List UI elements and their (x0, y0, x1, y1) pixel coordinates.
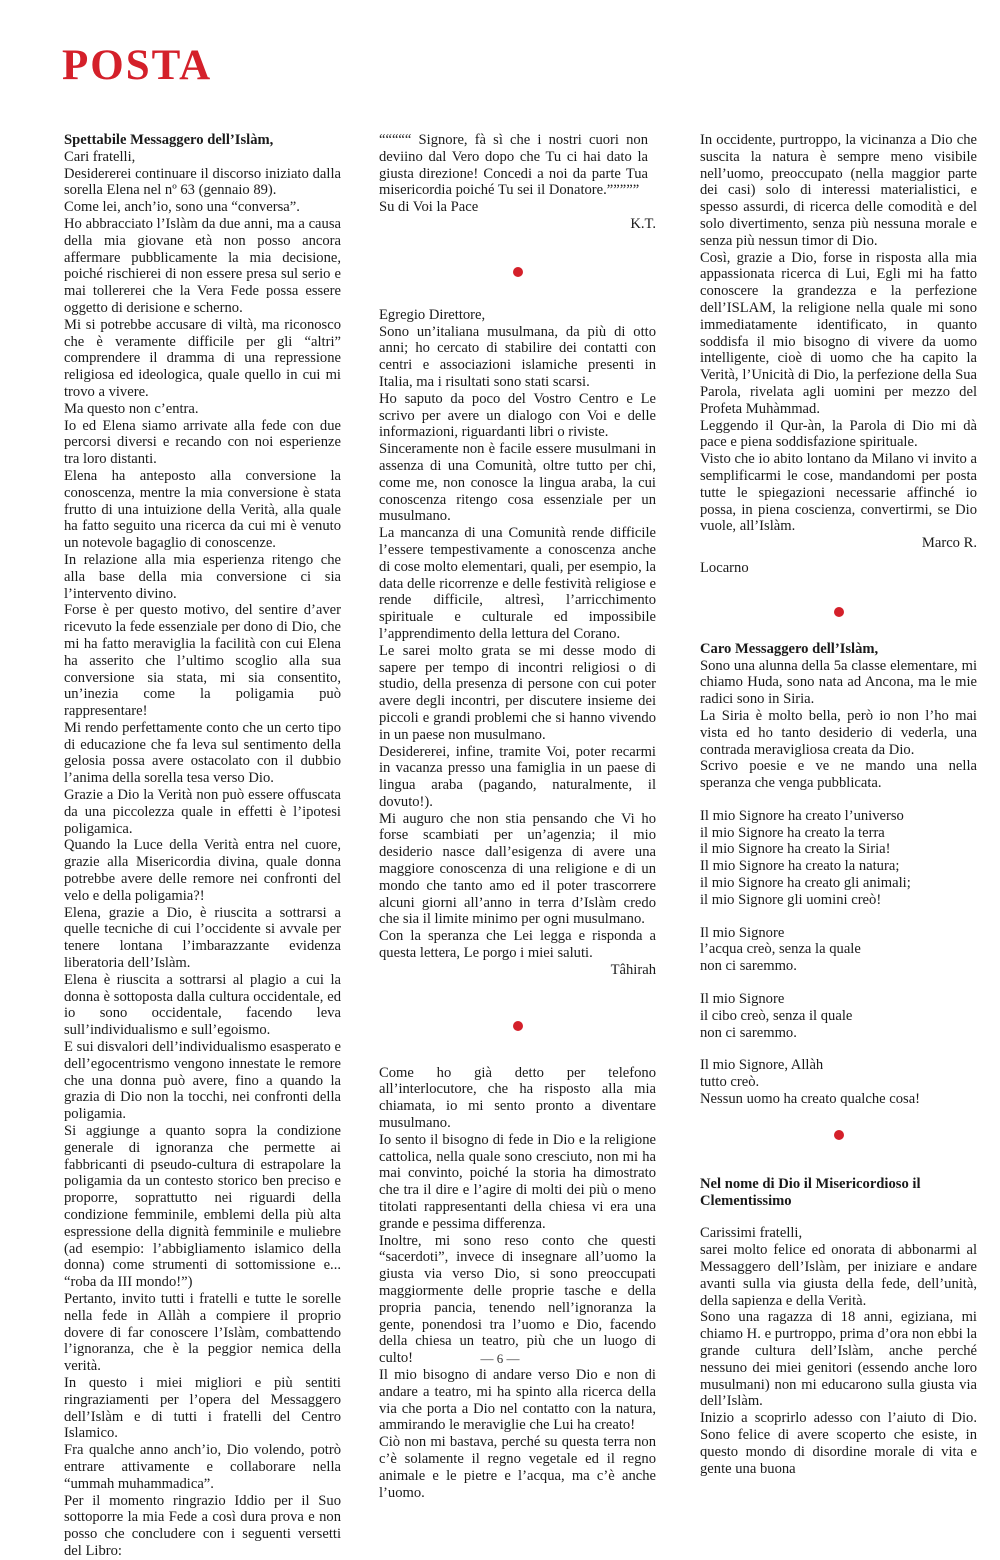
poem-stanza (700, 808, 977, 909)
signature: Marco R. (921, 535, 977, 552)
paragraph: Con la speranza che Lei legga e risponda a questa lettera, Le porgo i miei saluti. (379, 928, 656, 962)
separator-dot-icon (834, 1130, 844, 1140)
poem-stanza (700, 925, 977, 975)
paragraph: Ma questo non c’entra. (64, 400, 199, 417)
page-title: POSTA (62, 42, 213, 89)
paragraph: E sui disvalori dell’individualismo esasperato e dell’egocentrismo vengono innestate le remore che una donna può avere, fino a quando la grazia di Dio non la tocchi, nei confronti della poligamia. (64, 1039, 341, 1123)
letter-heading: Nel nome di Dio il Misericordioso il Clementissimo (700, 1175, 921, 1209)
poem-stanza (700, 991, 977, 1041)
paragraph: In questo i miei migliori e più sentiti ringraziamenti per l’opera del Messaggero dell’Islàm e di tutti i fratelli del Centro Islamico. (64, 1374, 341, 1442)
paragraph: Il mio bisogno di andare verso Dio e non di andare a teatro, mi ha spinto alla ricerca della via che porta a Dio nel contatto con la natura, ammirando le meraviglie che Lui ha creato! (379, 1367, 656, 1434)
poem-line: il mio Signore gli uomini creò! (700, 891, 882, 908)
poem-line: Il mio Signore ha creato la natura; (700, 858, 900, 875)
poem-line: non ci saremmo. (700, 1024, 797, 1041)
column-2 (379, 132, 656, 1501)
paragraph: sarei molto felice ed onorata di abbonarmi al Messaggero dell’Islàm, per iniziare e andare avanti sulla via giusta della fede, dell’unità, della sapienza e della Verità. (700, 1242, 977, 1309)
separator-dot-icon (513, 1021, 523, 1031)
poem-line: il mio Signore ha creato gli animali; (700, 875, 911, 892)
column-1 (64, 132, 341, 1560)
poem-line: Il mio Signore ha creato l’universo (700, 807, 904, 824)
salutation: Egregio Direttore, (379, 306, 486, 323)
paragraph: Come ho già detto per telefono all’interlocutore, che ha risposto alla mia chiamata, io mi sento pronto a diventare musulmano. (379, 1064, 656, 1132)
paragraph: In relazione alla mia esperienza ritengo che alla base della mia conversione ci sia l’intervento divino. (64, 551, 341, 602)
paragraph: Mi rendo perfettamente conto che un certo tipo di educazione che fa leva sul sentimento della gelosia possa avere ostacolato con il dubbio l’anima della sorella tesa verso Dio. (64, 719, 341, 787)
paragraph: Leggendo il Qur-àn, la Parola di Dio mi dà pace e piena soddisfazione spirituale. (700, 417, 977, 451)
poem-line: tutto creò. (700, 1074, 760, 1091)
paragraph: Forse è per questo motivo, del sentire d’aver ricevuto la fede essenziale per dono di Dio, che mi ha fatto meraviglia la facilità con cui Elena ha asserito che l’ultimo scoglio alla sua conversione sia stata, mi sia consentito, un’inezia come la poligamia può rappresentare! (64, 602, 341, 720)
paragraph: Pertanto, invito tutti i fratelli e tutte le sorelle nella fede in Allàh a compiere il proprio dovere di far conoscere l’Islàm, combattendo l’ignoranza, che è la peggior nemica della verità. (64, 1290, 341, 1375)
paragraph: Ho abbracciato l’Islàm da due anni, ma a causa della mia giovane età non posso ancora affermare pubblicamente la mia decisione, poiché rischierei di non essere presa sul serio e mai tollererei che la Vera Fede possa essere oggetto di derisione e scherno. (64, 215, 341, 316)
paragraph: Sono un’italiana musulmana, da più di otto anni; ho cercato di stabilire dei contatti con centri e associazioni islamiche presenti in Italia, ma i risultati sono stati scarsi. (379, 323, 656, 390)
paragraph: Come lei, anch’io, sono una “conversa”. (64, 199, 300, 216)
paragraph: Elena, grazie a Dio, è riuscita a sottrarsi a quelle tecniche di cui l’occidente si avvale per tenere lontana l’imbarazzante evidenza liberatoria dell’Islàm. (64, 904, 341, 972)
poem-line: il mio Signore ha creato la Siria! (700, 841, 891, 858)
poem-line: il mio Signore ha creato la terra (700, 824, 885, 841)
paragraph: Ciò non mi bastava, perché su questa terra non c’è solamente il regno vegetale ed il regno animale e le pietre e l’acqua, ma c’è anche l’uomo. (379, 1434, 656, 1501)
salutation: Carissimi fratelli, (700, 1225, 803, 1242)
paragraph: Sinceramente non è facile essere musulmani in assenza di una Comunità, oltre tutto per chi, come me, non conosce la lingua araba, la cui conoscenza ritengo cosa essenziale per un musulmano. (379, 441, 656, 525)
paragraph: Le sarei molto grata se mi desse modo di sapere per tempo di incontri religiosi o di studio, della presenza di persone con cui poter avere degli incontri, per discutere insieme dei piccoli e grandi problemi che si hanno vivendo in un paese non musulmano. (379, 642, 656, 743)
paragraph: Ho saputo da poco del Vostro Centro e Le scrivo per avere un dialogo con Voi e delle informazioni, riguardanti libri o riviste. (379, 390, 656, 441)
paragraph: La mancanza di una Comunità rende difficile l’essere tempestivamente a conoscenza anche di cose molto elementari, quali, per esempio, la data delle ricorrenze e delle festività religiose e rende difficile, altresì, l’arricchimento spirituale e culturale ed impossibile l’apprendimento della lettura del Corano. (379, 525, 656, 642)
paragraph: Sono una ragazza di 18 anni, egiziana, mi chiamo H. e purtroppo, prima d’ora non ebbi la grande cultura dell’Islàm, anche perché nessuno dei miei genitori (essendo anche loro musulmani) non mi educarono sulla giusta via dell’Islàm. (700, 1309, 977, 1410)
paragraph: Desidererei, infine, tramite Voi, poter recarmi in vacanza presso una famiglia in un paese di lingua araba (pagando, naturalmente, il dovuto!). (379, 743, 656, 810)
closing-greeting: Su di Voi la Pace (379, 199, 479, 216)
signature: Tâhirah (610, 961, 656, 978)
paragraph: Si aggiunge a quanto sopra la condizione generale di ignoranza che permette ai fabbricanti di pseudo-cultura di estrapolare la poligamia da un contesto storico ben preciso e proporre, soprattutto nei riguardi della condizione femminile, emblemi della più alta espressione della dignità femminile e muliebre (ad esempio: l’abbigliamento islamico della donna) come strumenti di sottomissione e... “roba da III mondo!”) (64, 1123, 341, 1291)
poem-line: l’acqua creò, senza la quale (700, 941, 861, 958)
page-number: — 6 — (480, 1351, 520, 1366)
paragraph: Io ed Elena siamo arrivate alla fede con due percorsi diversi e recando con noi esperienze tra loro distanti. (64, 417, 341, 468)
letter-heading: Caro Messaggero dell’Islàm, (700, 640, 879, 657)
paragraph: Grazie a Dio la Verità non può essere offuscata da una piccolezza quale in effetti è l’ipotesi poligamica. (64, 787, 341, 837)
paragraph: Fra qualche anno anch’io, Dio volendo, potrò entrare attivamente e collaborare nella “ummah muhammadica”. (64, 1442, 341, 1492)
paragraph: Così, grazie a Dio, forse in risposta alla mia appassionata ricerca di Lui, Egli mi ha fatto conoscere la grandezza e la perfezione dell’ISLAM, la religione nella quale mi sono immediatamente identificato, in quanto soddisfa il mio bisogno di vivere da uomo intelligente, cioè di uomo che ha capito la Verità, l’Unicità di Dio, la perfezione della Sua Parola, rivelata agli uomini per mezzo del Profeta Muhàmmad. (700, 249, 977, 417)
separator-dot-icon (834, 607, 844, 617)
paragraph: Inizio a scoprirlo adesso con l’aiuto di Dio. Sono felice di avere scoperto che esiste, in questo mondo di disordine morale di vita e gente una buona (700, 1410, 977, 1477)
paragraph: Inoltre, mi sono reso conto che questi “sacerdoti”, invece di insegnare all’uomo la giusta via verso Dio, si sono preoccupati maggiormente delle proprie tasche e della propria pancia, tenendo nell’ignoranza la gente, ponendosi tra l’uomo e Dio, facendo della chiesa un teatro, più che un luogo di culto! (379, 1232, 656, 1367)
poem-line: Nessun uomo ha creato qualche cosa! (700, 1091, 921, 1108)
quran-verse: “““““ Signore, fà sì che i nostri cuori non deviino dal Vero dopo che Tu ci hai dato la giusta direzione! Concedi a noi da parte Tua misericordia poiché Tu sei il Donatore.””””” (379, 132, 648, 199)
paragraph: Mi si potrebbe accusare di viltà, ma riconosco che è veramente difficile per gli “altri” comprendere il dramma di una repressione religiosa ed ideologica, quale quello in cui mi trovo a vivere. (64, 316, 341, 400)
poem-line: Il mio Signore (700, 924, 785, 941)
paragraph: Desidererei continuare il discorso iniziato dalla sorella Elena nel nº 63 (gennaio 89). (64, 165, 341, 199)
paragraph: Io sento il bisogno di fede in Dio e la religione cattolica, nella quale sono cresciuto, non mi ha mai convinto, poiché la storia ha dimostrato che tra il dire e l’agire di molti dei più o meno titolati rappresentanti della chiesa vi era una grande e pessima differenza. (379, 1131, 656, 1232)
column-3 (700, 132, 977, 1477)
salutation: Cari fratelli, (64, 148, 136, 165)
poem-stanza (700, 1057, 977, 1107)
paragraph: Quando la Luce della Verità entra nel cuore, grazie alla Misericordia divina, quale donna potrebbe avere delle remore nei confronti del velo e della poligamia?! (64, 837, 341, 904)
paragraph: Elena ha anteposto alla conversione la conoscenza, mentre la mia conversione è stata frutto di una intuizione della Verità, alla quale ha fatto seguito una ricerca da cui mi è venuto un notevole bagaglio di conoscenze. (64, 467, 341, 552)
letter-heading: Spettabile Messaggero dell’Islàm, (64, 132, 274, 148)
paragraph: Mi auguro che non stia pensando che Vi ho forse scambiati per un’agenzia; il mio desiderio nasce dall’esigenza di avere una maggiore conoscenza di una religione e di un mondo che tanto amo ed il poter trascorrere alcuni giorni all’anno in terra d’Islàm credo che sia il limite minimo per ogni musulmano. (379, 810, 656, 928)
paragraph: Elena è riuscita a sottrarsi al plagio a cui la donna è sottoposta dalla cultura occidentale, ed io sono occidentale, facendo leva sull’individualismo e sull’egoismo. (64, 971, 341, 1039)
separator-dot-icon (513, 267, 523, 277)
paragraph: Scrivo poesie e ve ne mando una nella speranza che venga pubblicata. (700, 758, 977, 792)
poem-line: Il mio Signore, Allàh (700, 1057, 824, 1074)
paragraph: Sono una alunna della 5a classe elementare, mi chiamo Huda, sono nata ad Ancona, ma le mie radici sono in Siria. (700, 657, 977, 708)
signature: K.T. (630, 215, 656, 232)
place-name: Locarno (700, 559, 749, 576)
paragraph: La Siria è molto bella, però io non l’ho mai vista ed ho tanto desiderio di vederla, una contrada meravigliosa creata da Dio. (700, 707, 977, 758)
poem-line: il cibo creò, senza il quale (700, 1007, 853, 1024)
poem-line: Il mio Signore (700, 991, 785, 1008)
paragraph: Visto che io abito lontano da Milano vi invito a semplificarmi le cose, mandandomi per posta tutte le spiegazioni necessarie affinché io possa, in piena coscienza, convertirmi, se Dio vuole, all’Islàm. (700, 451, 977, 535)
paragraph: In occidente, purtroppo, la vicinanza a Dio che suscita la natura è sempre meno visibile nell’uomo, preoccupato (nella maggior parte dei casi) solo di interessi materialistici, e spesso assurdi, di ricerca delle comodità e del solo divertimento, senza più nessuna morale e senza più nessun timor di Dio. (700, 132, 977, 249)
paragraph: Per il momento ringrazio Iddio per il Suo sottoporre la mia Fede a così dura prova e non posso che concludere con i seguenti versetti del Libro: (64, 1492, 341, 1559)
poem-line: non ci saremmo. (700, 958, 797, 975)
